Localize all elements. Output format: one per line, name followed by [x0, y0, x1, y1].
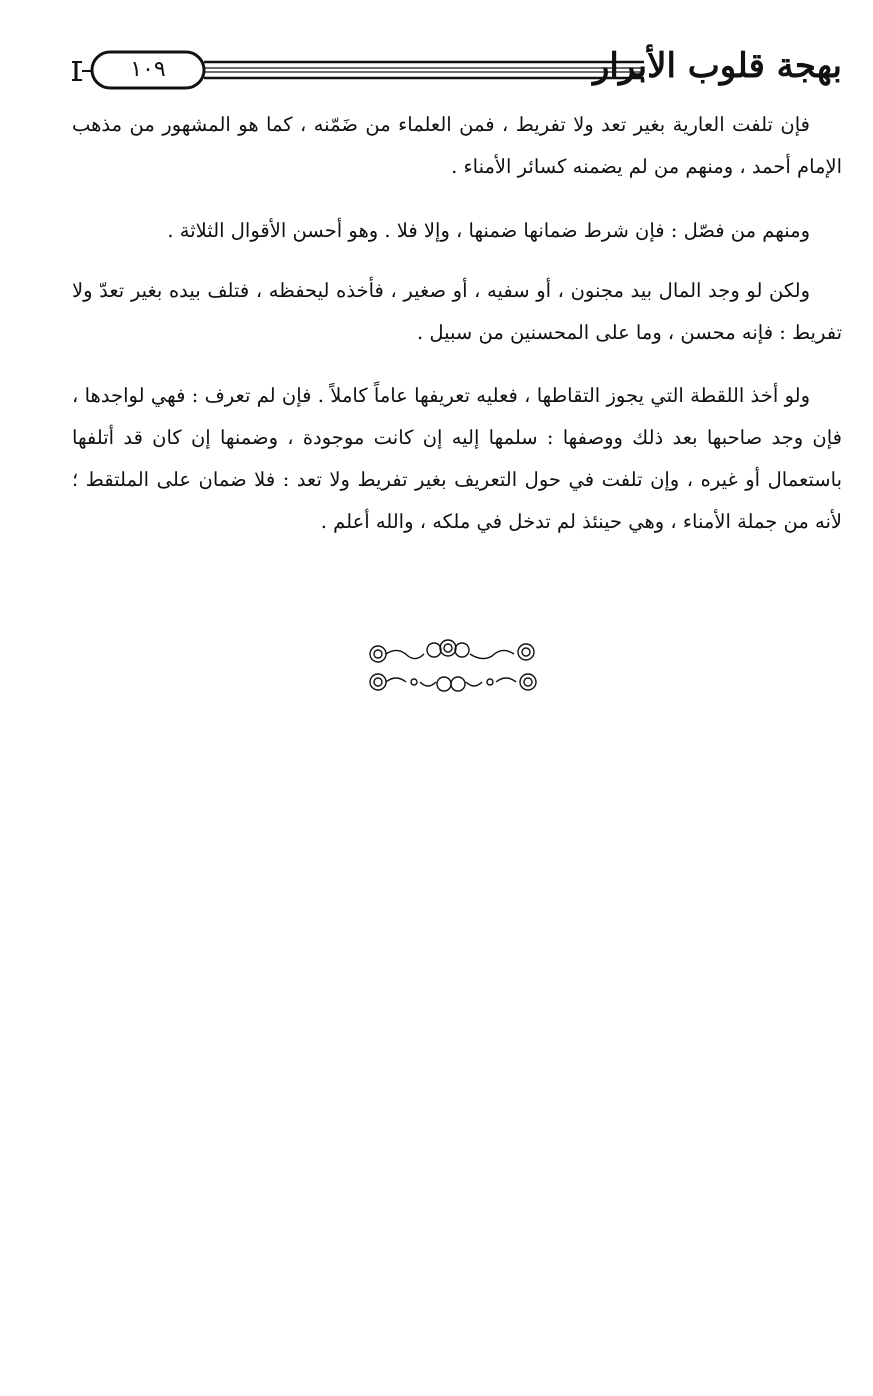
page-header: [72, 40, 842, 100]
floral-ornament-icon: [364, 636, 544, 700]
paragraph-1: فإن تلفت العارية بغير تعد ولا تفريط ، فمن العلماء من ضَمّنه ، كما هو المشهور من مذهب الإمام أحمد ، ومنهم من لم يضمنه كسائر الأمناء .: [72, 113, 842, 178]
page-number: ١٠٩: [130, 57, 166, 82]
book-title: بهجة قلوب الأبرار: [593, 46, 842, 86]
paragraph-4: ولو أخذ اللقطة التي يجوز التقاطها ، فعليه تعريفها عاماً كاملاً . فإن لم تعرف : فهي لواجدها ، فإن وجد صاحبها بعد ذلك ووصفها : سلمها إليه إن كانت موجودة ، وضمنها إن كان قد أتلفها باستعمال أو غيره ، وإن تلفت في حول التعريف بغير تفريط ولا تعد : فلا ضمان على الملتقط ؛ لأنه من جملة الأمناء ، وهي حينئذ لم تدخل في ملكه ، والله أعلم .: [72, 384, 842, 533]
paragraph-2: ومنهم من فصّل : فإن شرط ضمانها ضمنها ، وإلا فلا . وهو أحسن الأقوال الثلاثة .: [167, 219, 810, 242]
paragraph-3: ولكن لو وجد المال بيد مجنون ، أو سفيه ، أو صغير ، فأخذه ليحفظه ، فتلف بيده بغير تعدّ ولا تفريط : فإنه محسن ، وما على المحسنين من سبيل .: [72, 279, 842, 344]
